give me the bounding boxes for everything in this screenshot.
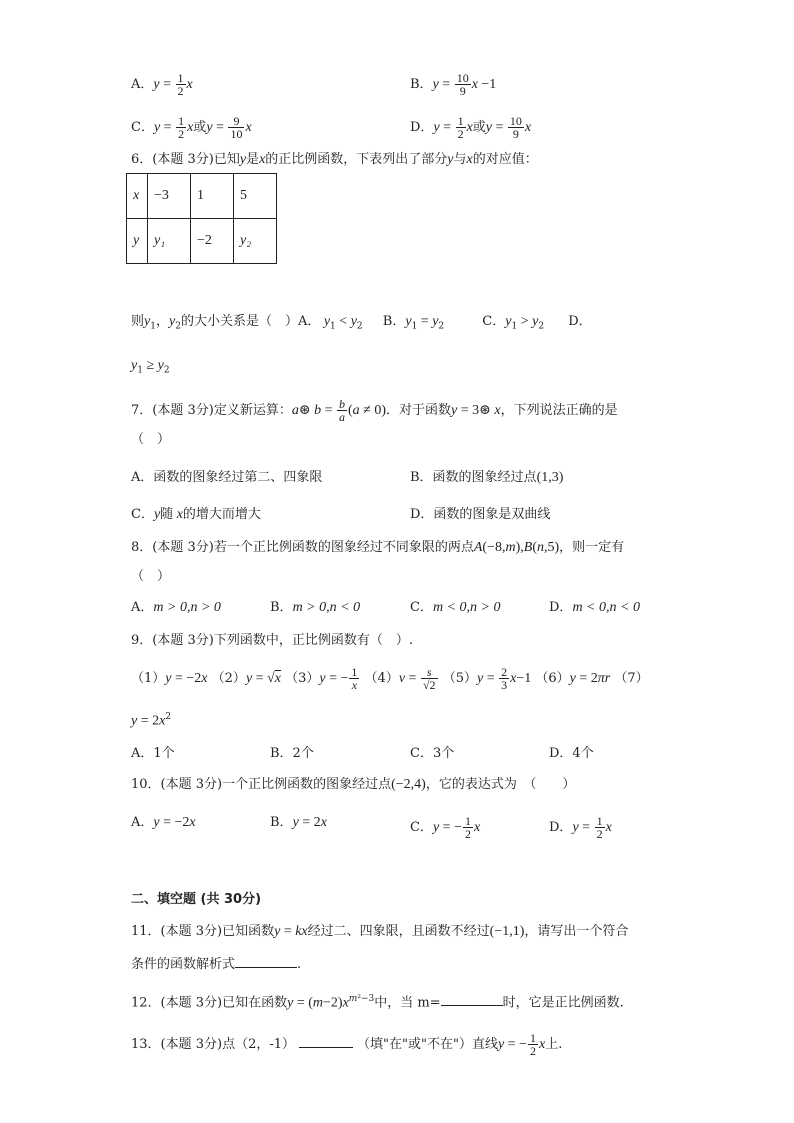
q8-stem: 8．(本题 3分)若一个正比例函数的图象经过不同象限的两点A(−8,m),B(n,5)，则一定有: [131, 540, 625, 555]
q7-paren: （ ）: [131, 432, 171, 447]
table-cell: y: [127, 219, 148, 264]
q7-option-a: A．函数的图象经过第二、四象限: [131, 470, 323, 485]
q9-option-b: B．2个: [270, 746, 314, 761]
table-cell: y₂: [234, 219, 277, 264]
q9-option-c: C．3个: [410, 746, 455, 761]
q10-stem: 10．(本题 3分)一个正比例函数的图象经过点(−2,4)，它的表达式为 （ ）: [131, 777, 576, 792]
q10-option-b: B．y = 2x: [270, 815, 327, 830]
q7-option-c: C．y随 x的增大而增大: [131, 507, 261, 522]
q10-option-d: D．y = $\frac{1}{2}$ x: [549, 814, 612, 841]
q7-option-b: B．函数的图象经过点(1,3): [410, 470, 564, 485]
q9-option-a: A．1个: [131, 746, 175, 761]
table-row: [127, 219, 277, 264]
q9-option-d: D．4个: [549, 746, 594, 761]
q10-option-c: C．y = − $\frac{1}{2}$ x: [410, 814, 481, 841]
section-title: 二、填空题 (共 30分): [131, 892, 262, 907]
q8-option-b: B．m > 0,n < 0: [270, 600, 361, 615]
q6-stem: 6．(本题 3分)已知y是x的正比例函数，下表列出了部分y与x的对应值：: [131, 152, 538, 167]
q13-stem: 13．(本题 3分)点（2，-1） （填"在"或"不在"）直线y = − $\frac{1}{2}$ x上.: [131, 1031, 563, 1058]
q8-option-a: A．m > 0,n > 0: [131, 600, 221, 615]
q9-function-7: $y = 2x^2$: [131, 712, 172, 729]
table-cell: x: [127, 174, 148, 219]
q10-option-a: A．y = −2x: [131, 815, 196, 830]
q7-option-d: D．函数的图象是双曲线: [410, 507, 551, 522]
q6-ask: 则$y_1$，$y_2$的大小关系是（ ）A． $y_1 < y_2$ B．$y_1 = y_2$ C．$y_1 > y_2$ D．: [131, 314, 592, 332]
table-cell: 1: [191, 174, 234, 219]
q5-option-d: D．y = $\frac{1}{2}$ x或y = $\frac{10}{9}$ x: [410, 114, 532, 141]
answer-blank[interactable]: [299, 1035, 353, 1048]
q5-option-b: B．y = $\frac{10}{9}$ x −1: [410, 71, 497, 98]
q8-paren: （ ）: [131, 569, 171, 584]
q5-option-c: C．y = $\frac{1}{2}$ x或y = $\frac{9}{10}$ x: [131, 114, 252, 141]
answer-blank[interactable]: [235, 955, 297, 968]
q11-line2: 条件的函数解析式 .: [131, 957, 302, 972]
q12-stem: 12．(本题 3分)已知在函数$y = (m-2)x^{m^2-3}$中，当 m= 时，它是正比例函数.: [131, 994, 624, 1011]
answer-blank[interactable]: [441, 993, 503, 1006]
q6-value-table: [126, 173, 277, 264]
q11-stem: 11．(本题 3分)已知函数y = kx经过二、四象限，且函数不经过(−1,1)，请写出一个符合: [131, 924, 629, 939]
or-text: 或: [472, 120, 486, 135]
q6-option-d: $y_1 \ge y_2$: [131, 358, 170, 376]
table-cell: y₁: [148, 219, 191, 264]
q9-stem: 9．(本题 3分)下列函数中，正比例函数有（ ）.: [131, 633, 413, 648]
q5-option-a: A．y = $\frac{1}{2}$ x: [131, 71, 193, 98]
table-cell: 5: [234, 174, 277, 219]
q8-option-d: D．m < 0,n < 0: [549, 600, 640, 615]
table-row: [127, 174, 277, 219]
table-cell: −2: [191, 219, 234, 264]
table-cell: −3: [148, 174, 191, 219]
q7-stem: 7．(本题 3分)定义新运算：a⊛ b = $\frac{b}{a}$ (a ≠ 0)．对于函数y = 3⊛ x，下列说法正确的是: [131, 397, 618, 424]
q9-functions: （1）y = −2x （2）y = √x （3）y = − $\frac{1}{x}$ （4）v = $\frac{s}{√2}$ （5）y = $\frac{2}{3}$ x−1 （6）y = 2πr （7）: [131, 665, 649, 692]
q8-option-c: C．m < 0,n > 0: [410, 600, 501, 615]
